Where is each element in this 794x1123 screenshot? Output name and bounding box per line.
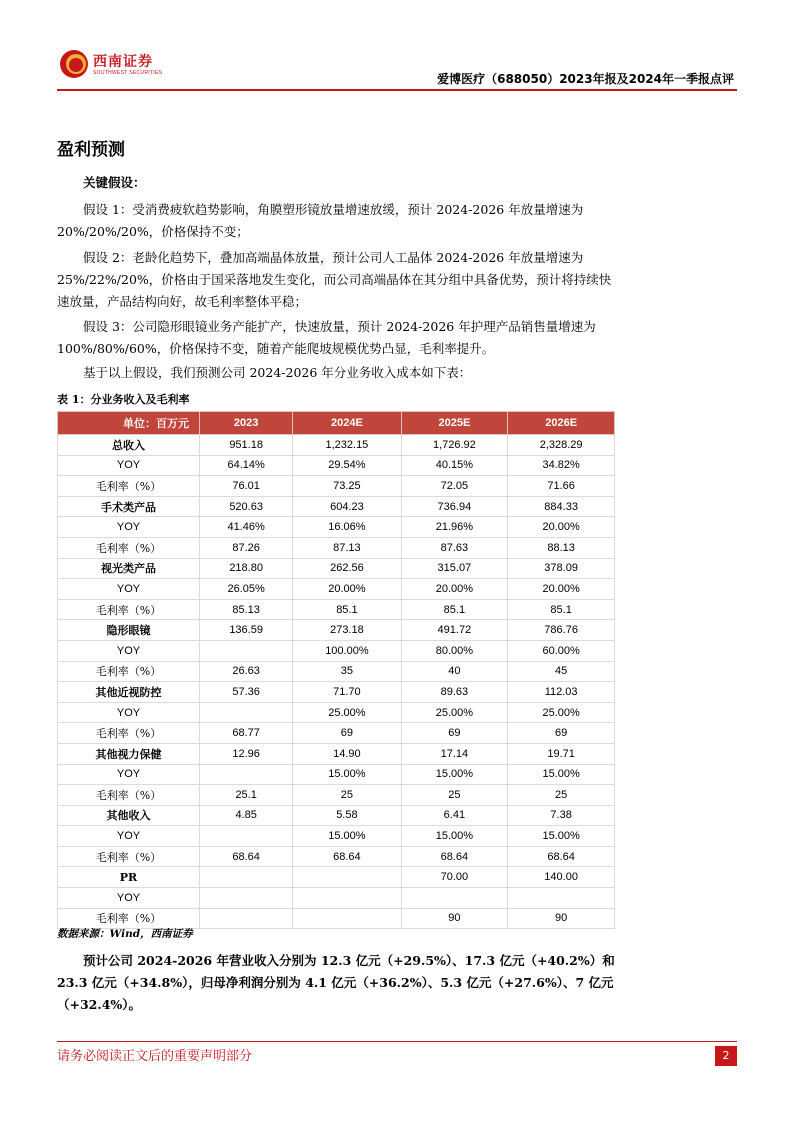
- table-row: [58, 764, 615, 785]
- row-label: YOY: [58, 455, 200, 476]
- table-row: [58, 435, 615, 456]
- row-label: 毛利率（%）: [58, 476, 200, 497]
- table-cell: [200, 702, 293, 723]
- footer-notice: 请务必阅读正文后的重要声明部分: [57, 1049, 253, 1064]
- table-cell: 69: [508, 723, 615, 744]
- table-cell: 57.36: [200, 682, 293, 703]
- table-cell: 6.41: [401, 805, 508, 826]
- table-cell: 87.63: [401, 537, 508, 558]
- table-cell: 29.54%: [293, 455, 401, 476]
- table-cell: 951.18: [200, 435, 293, 456]
- table-cell: 68.64: [508, 846, 615, 867]
- row-label: 毛利率（%）: [58, 537, 200, 558]
- row-label: YOY: [58, 888, 200, 909]
- table-cell: 89.63: [401, 682, 508, 703]
- table-row: [58, 620, 615, 641]
- table-cell: 315.07: [401, 558, 508, 579]
- table-cell: [200, 764, 293, 785]
- table-cell: 25: [401, 785, 508, 806]
- row-label: YOY: [58, 702, 200, 723]
- table-cell: 40.15%: [401, 455, 508, 476]
- table-cell: 19.71: [508, 743, 615, 764]
- table-cell: 73.25: [293, 476, 401, 497]
- table-cell: 491.72: [401, 620, 508, 641]
- table-cell: 69: [293, 723, 401, 744]
- assumption-1: 假设 1：受消费疲软趋势影响，角膜塑形镜放量增速放缓，预计 2024-2026 年放量增速为 20%/20%/20%，价格保持不变；: [57, 202, 584, 239]
- table-caption: 表 1：分业务收入及毛利率: [57, 393, 190, 406]
- revenue-margin-table: [57, 411, 615, 929]
- table-cell: 90: [508, 908, 615, 929]
- table-row: [58, 476, 615, 497]
- report-title: 爱博医疗（688050）2023年报及2024年一季报点评: [437, 72, 734, 86]
- table-cell: 604.23: [293, 496, 401, 517]
- header-2023: 2023: [200, 412, 293, 435]
- table-cell: 71.66: [508, 476, 615, 497]
- table-cell: 112.03: [508, 682, 615, 703]
- table-row: [58, 537, 615, 558]
- table-row: [58, 723, 615, 744]
- table-cell: 34.82%: [508, 455, 615, 476]
- table-cell: 736.94: [401, 496, 508, 517]
- table-cell: 140.00: [508, 867, 615, 888]
- table-row: [58, 682, 615, 703]
- table-cell: 884.33: [508, 496, 615, 517]
- table-cell: 25: [293, 785, 401, 806]
- table-cell: 786.76: [508, 620, 615, 641]
- table-cell: 25.1: [200, 785, 293, 806]
- table-cell: [293, 888, 401, 909]
- table-cell: 20.00%: [293, 579, 401, 600]
- row-label: 其他近视防控: [58, 682, 200, 703]
- table-cell: 80.00%: [401, 640, 508, 661]
- table-cell: 136.59: [200, 620, 293, 641]
- row-label: YOY: [58, 826, 200, 847]
- table-cell: 262.56: [293, 558, 401, 579]
- row-label: YOY: [58, 764, 200, 785]
- row-label: YOY: [58, 640, 200, 661]
- row-label: 其他视力保健: [58, 743, 200, 764]
- table-cell: 25: [508, 785, 615, 806]
- header-unit: 单位：百万元: [58, 412, 200, 435]
- table-cell: 12.96: [200, 743, 293, 764]
- intro-sentence: 基于以上假设，我们预测公司 2024-2026 年分业务收入成本如下表：: [83, 365, 472, 380]
- table-cell: 85.13: [200, 599, 293, 620]
- table-cell: 26.63: [200, 661, 293, 682]
- table-cell: 20.00%: [508, 579, 615, 600]
- table-row: [58, 846, 615, 867]
- table-cell: 1,232.15: [293, 435, 401, 456]
- table-row: [58, 558, 615, 579]
- row-label: YOY: [58, 579, 200, 600]
- table-cell: 76.01: [200, 476, 293, 497]
- table-cell: [293, 867, 401, 888]
- table-cell: 14.90: [293, 743, 401, 764]
- row-label: 毛利率（%）: [58, 908, 200, 929]
- table-row: [58, 640, 615, 661]
- table-cell: 16.06%: [293, 517, 401, 538]
- table-row: [58, 517, 615, 538]
- table-cell: 520.63: [200, 496, 293, 517]
- table-cell: 68.64: [200, 846, 293, 867]
- table-cell: 45: [508, 661, 615, 682]
- table-row: [58, 805, 615, 826]
- row-label: 手术类产品: [58, 496, 200, 517]
- table-cell: 72.05: [401, 476, 508, 497]
- table-cell: 64.14%: [200, 455, 293, 476]
- table-header-row: [58, 412, 615, 435]
- table-row: [58, 785, 615, 806]
- key-assumptions-label: 关键假设：: [83, 175, 146, 190]
- logo-emblem-icon: [60, 50, 88, 78]
- table-cell: 68.64: [293, 846, 401, 867]
- row-label: 毛利率（%）: [58, 599, 200, 620]
- table-cell: 41.46%: [200, 517, 293, 538]
- table-cell: 85.1: [401, 599, 508, 620]
- table-cell: 35: [293, 661, 401, 682]
- section-title: 盈利预测: [57, 140, 125, 160]
- header-divider: [57, 89, 737, 91]
- table-cell: 7.38: [508, 805, 615, 826]
- table-cell: [200, 888, 293, 909]
- table-cell: 85.1: [508, 599, 615, 620]
- row-label: YOY: [58, 517, 200, 538]
- table-cell: 40: [401, 661, 508, 682]
- table-cell: 273.18: [293, 620, 401, 641]
- row-label: 毛利率（%）: [58, 785, 200, 806]
- table-cell: 20.00%: [401, 579, 508, 600]
- logo-text-en: SOUTHWEST SECURITIES: [93, 70, 163, 76]
- table-row: [58, 661, 615, 682]
- table-row: [58, 702, 615, 723]
- assumption-2: 假设 2：老龄化趋势下，叠加高端晶体放量，预计公司人工晶体 2024-2026 年放量增速为 25%/22%/20%，价格由于国采落地发生变化，而公司高端晶体在其分组中具备优势，预计将持续快速放量，产品结构向好，故毛利率整体平稳；: [57, 250, 612, 309]
- company-logo: [60, 48, 170, 82]
- table-row: [58, 455, 615, 476]
- table-cell: 378.09: [508, 558, 615, 579]
- table-cell: 70.00: [401, 867, 508, 888]
- table-row: [58, 743, 615, 764]
- row-label: 毛利率（%）: [58, 661, 200, 682]
- header-2026e: 2026E: [508, 412, 615, 435]
- table-cell: [200, 826, 293, 847]
- assumption-3: 假设 3：公司隐形眼镜业务产能扩产，快速放量，预计 2024-2026 年护理产品销售量增速为 100%/80%/60%，价格保持不变，随着产能爬坡规模优势凸显，毛利率提升。: [57, 319, 596, 356]
- table-cell: 90: [401, 908, 508, 929]
- table-cell: 88.13: [508, 537, 615, 558]
- table-cell: 60.00%: [508, 640, 615, 661]
- table-cell: [401, 888, 508, 909]
- table-cell: 21.96%: [401, 517, 508, 538]
- table-cell: 5.58: [293, 805, 401, 826]
- page-number: 2: [715, 1046, 737, 1066]
- footer-divider: [57, 1041, 737, 1042]
- table-cell: [200, 640, 293, 661]
- table-cell: 15.00%: [293, 764, 401, 785]
- table-body: [58, 435, 615, 929]
- row-label: PR: [58, 867, 200, 888]
- table-cell: 25.00%: [293, 702, 401, 723]
- table-cell: 15.00%: [508, 826, 615, 847]
- table-cell: 25.00%: [401, 702, 508, 723]
- table-cell: [200, 908, 293, 929]
- row-label: 总收入: [58, 435, 200, 456]
- table-cell: 69: [401, 723, 508, 744]
- table-cell: 26.05%: [200, 579, 293, 600]
- row-label: 毛利率（%）: [58, 723, 200, 744]
- table-cell: 218.80: [200, 558, 293, 579]
- table-row: [58, 826, 615, 847]
- data-source: 数据来源：Wind，西南证券: [57, 928, 193, 940]
- table-cell: 4.85: [200, 805, 293, 826]
- table-row: [58, 579, 615, 600]
- row-label: 毛利率（%）: [58, 846, 200, 867]
- table-cell: 100.00%: [293, 640, 401, 661]
- table-row: [58, 888, 615, 909]
- table-cell: 25.00%: [508, 702, 615, 723]
- table-row: [58, 496, 615, 517]
- row-label: 视光类产品: [58, 558, 200, 579]
- table-cell: 15.00%: [293, 826, 401, 847]
- table-cell: 15.00%: [401, 826, 508, 847]
- table-cell: [508, 888, 615, 909]
- table-cell: 87.13: [293, 537, 401, 558]
- table-cell: 15.00%: [401, 764, 508, 785]
- logo-text-cn: 西南证券: [93, 54, 153, 70]
- table-cell: 71.70: [293, 682, 401, 703]
- table-cell: [200, 867, 293, 888]
- table-cell: 15.00%: [508, 764, 615, 785]
- table-row: [58, 867, 615, 888]
- table-cell: 2,328.29: [508, 435, 615, 456]
- table-cell: 20.00%: [508, 517, 615, 538]
- header-2025e: 2025E: [401, 412, 508, 435]
- forecast-conclusion: 预计公司 2024-2026 年营业收入分别为 12.3 亿元（+29.5%）、17.3 亿元（+40.2%）和 23.3 亿元（+34.8%），归母净利润分别为 4.1 亿元（+36.2%）、5.3 亿元（+27.6%）、7 亿元（+32.4%）。: [57, 953, 615, 1012]
- table-cell: 68.64: [401, 846, 508, 867]
- table-cell: 68.77: [200, 723, 293, 744]
- table-cell: 1,726.92: [401, 435, 508, 456]
- row-label: 隐形眼镜: [58, 620, 200, 641]
- header-2024e: 2024E: [293, 412, 401, 435]
- table-row: [58, 599, 615, 620]
- row-label: 其他收入: [58, 805, 200, 826]
- table-cell: [293, 908, 401, 929]
- table-cell: 87.26: [200, 537, 293, 558]
- table-cell: 17.14: [401, 743, 508, 764]
- table-cell: 85.1: [293, 599, 401, 620]
